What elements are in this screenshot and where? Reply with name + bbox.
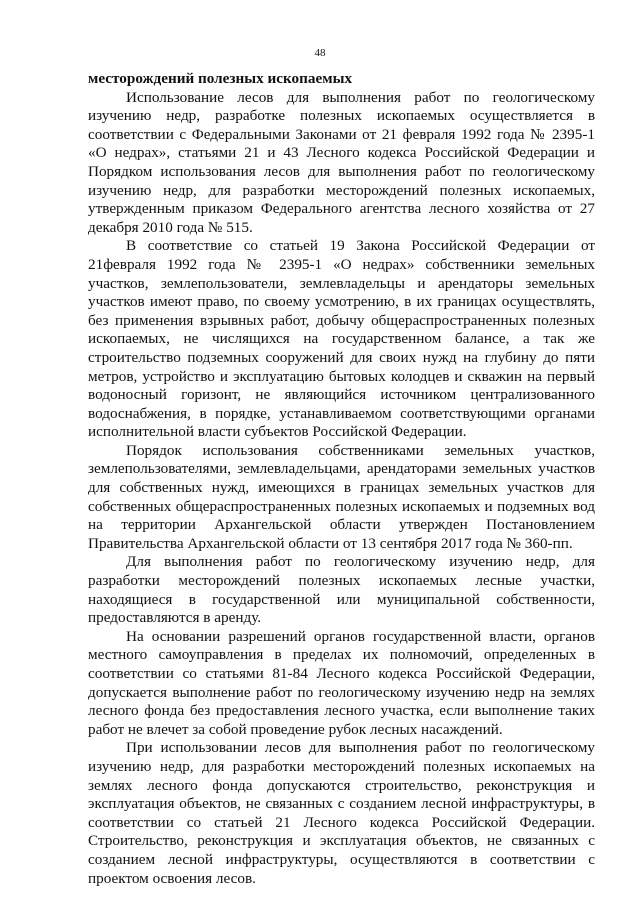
page-content	[88, 70, 595, 888]
paragraph-1: Использование лесов для выполнения работ по геологическому изучению недр, разработке полезных ископаемых осуществляется в соответствии с Федеральными Законами от 21 февраля 1992 года № 2395-1 «О недрах», статьями 21 и 43 Лесного кодекса Российской Федерации и Порядком использования лесов для выполнения работ по геологическому изучению недр, для разработки месторождений полезных ископаемых, утвержденным приказом Федерального агентства лесного хозяйства от 27 декабря 2010 года № 515.	[88, 88, 595, 236]
paragraph-4: Для выполнения работ по геологическому изучению недр, для разработки месторождений полезных ископаемых лесные участки, находящиеся в государственной или муниципальной собственности, предоставляются в аренду.	[88, 553, 595, 627]
paragraph-2: В соответствие со статьей 19 Закона Российской Федерации от 21февраля 1992 года № 2395-1 «О недрах» собственники земельных участков, землепользователи, землевладельцы и арендаторы земельных участков имеют право, по своему усмотрению, в их границах осуществлять, без применения взрывных работ, добычу общераспространенных полезных ископаемых, не числящихся на государственном балансе, а так же строительство подземных сооружений для своих нужд на глубину до пяти метров, устройство и эксплуатацию бытовых колодцев и скважин на первый водоносный горизонт, не являющийся источником централизованного водоснабжения, в порядке, устанавливаемом соответствующими органами исполнительной власти субъектов Российской Федерации.	[88, 237, 595, 441]
paragraph-6: При использовании лесов для выполнения работ по геологическому изучению недр, для разработки месторождений полезных ископаемых на землях лесного фонда допускаются строительство, реконструкция и эксплуатация объектов, не связанных с созданием лесной инфраструктуры, в соответствии со статьей 21 Лесного кодекса Российской Федерации. Строительство, реконструкция и эксплуатация объектов, не связанных с созданием лесной инфраструктуры, осуществляются в соответствии с проектом освоения лесов.	[88, 739, 595, 887]
paragraph-3: Порядок использования собственниками земельных участков, землепользователями, землевладельцами, арендаторами земельных участков для собственных нужд, имеющихся в границах земельных участков для собственных общераспространенных полезных ископаемых и подземных вод на территории Архангельской области утвержден Постановлением Правительства Архангельской области от 13 сентября 2017 года № 360-пп.	[88, 441, 595, 552]
page-number: 48	[314, 47, 326, 59]
paragraph-5: На основании разрешений органов государственной власти, органов местного самоуправления в пределах их полномочий, определенных в соответствии со статьями 81-84 Лесного кодекса Российской Федерации, допускается выполнение работ по геологическому изучению недр на землях лесного фонда без предоставления лесного участка, если выполнение таких работ не влечет за собой проведение рубок лесных насаждений.	[88, 627, 595, 738]
section-heading: месторождений полезных ископаемых	[88, 70, 353, 87]
